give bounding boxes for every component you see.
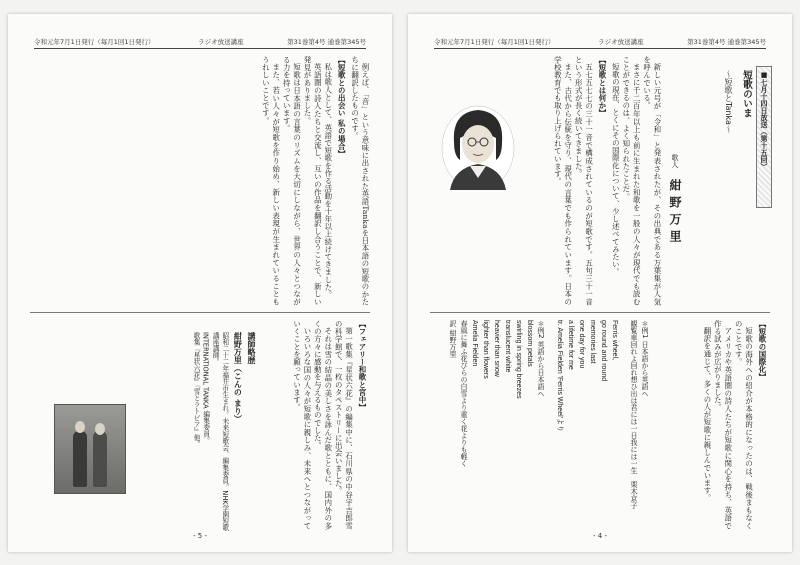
tanka-examples	[438, 320, 650, 530]
section-heading: 【短歌の国際化】	[758, 320, 767, 381]
profile-line: INTERNATIONAL TANKA 編集委員。	[201, 332, 210, 444]
instructor-profile	[128, 332, 256, 532]
poem-1-line: Ferris wheel,	[611, 320, 618, 361]
section-heading: 【フェアリー和歌と宮中】	[358, 320, 367, 412]
paragraph: 私は歌人として、英語で短歌を作る活動を十年以上続けてきました。	[323, 63, 333, 299]
author-photo	[54, 404, 126, 494]
paragraph: 短歌は日本語の言葉のリズムを大切にしながら、世界の人々とつながる力を持っています。	[282, 56, 302, 306]
profile-line: 昭和二十二年福井市生まれ。未来短歌会、編集委員。NHK学園短歌講座講師。	[211, 332, 229, 532]
paragraph: また、古代から伝統を守り、現代の言葉でも作られています。日本の学校教育でも取り上げられています。	[553, 56, 573, 306]
paragraph: 英語圏の詩人たちと交流し、互いの作品を翻訳し合うことで、新しい発見がありました。	[302, 56, 323, 306]
poem-1-line: a lifetime for me	[567, 320, 574, 370]
page-number: - 4 -	[593, 532, 607, 540]
paragraph: いろいろな国の人々が短歌に親しみ、未来へとつながっていくことを願っています。	[292, 320, 312, 530]
poem-1-translator: tr. Amelia Fielden 'Ferris Wheel'より	[556, 320, 563, 432]
paragraph: 例えば、「音」という意味に出された英語Tankaを日本語の短歌のかたちに翻訳したものです。	[350, 56, 370, 306]
author-name: 紺野万里	[668, 179, 682, 248]
header-magazine: ラジオ放送講座	[598, 38, 644, 46]
page-right	[408, 14, 792, 552]
article-body	[528, 56, 662, 306]
page-left	[8, 14, 392, 552]
poem-2-author: Amelia Fielden	[471, 320, 478, 367]
poem-2-line: heavier than snow	[493, 320, 500, 377]
profile-line: 歌集『星状六花』『雪とラトビア』他。	[192, 332, 201, 448]
page-number: - 5 -	[193, 532, 207, 540]
author-portrait	[440, 98, 516, 190]
paragraph: また、若い人々が短歌を作り始め、新しい表現が生まれていることもうれしいことです。	[261, 56, 281, 306]
author-byline	[666, 154, 685, 247]
example-1-label: ＊例1 日本語から英語へ	[641, 320, 649, 397]
article-body-continued	[30, 56, 370, 306]
page-header	[34, 32, 366, 49]
profile-heading: 講師略歴	[247, 332, 256, 364]
paragraph: それは雪の結晶の美しさを詠んだ歌とともに、国内外の多くの方々に感動を与えるものでした。	[313, 320, 333, 530]
author-role: 歌人	[671, 154, 679, 168]
poem-2-line: lighter than flowers	[482, 320, 489, 379]
article-body-lower	[658, 320, 770, 530]
header-issue: 第31巻第4号 通巻第345号	[687, 38, 766, 46]
page-header	[434, 32, 766, 49]
poem-2-line: swirling in spring breezes	[515, 320, 522, 399]
article-title: 短歌のいま	[741, 70, 752, 118]
poem-2-line: blossom petals	[526, 320, 533, 367]
header-issue: 第31巻第4号 通巻第345号	[287, 38, 366, 46]
example-2-japanese: 春風に舞ふ花びらの白雪より重く花よりも軽く	[460, 320, 468, 467]
poem-1-line: memories last	[589, 320, 596, 364]
profile-name: 紺野万里（こんの まり）	[233, 332, 243, 423]
paragraph: 短歌の現在、とくにその国際化について、少し述べてみたい。	[611, 63, 621, 277]
example-2-label: ＊例2 英語から日本語へ	[537, 320, 545, 397]
broadcast-series: ■七月十四日放送（第十五回）	[756, 66, 772, 208]
paragraph: 短歌の海外への紹介が本格的になったのは、戦後まもなくのことです。	[734, 320, 754, 530]
header-date: 令和元年7月1日発行（毎月1回1日発行）	[434, 38, 555, 46]
paragraph: 翻訳を通じて、多くの人が短歌に親しんでいます。	[702, 327, 712, 503]
poem-2-translator: 訳 紺野万里	[449, 320, 457, 358]
section-heading: 【短歌との出会い 私の場合】	[337, 56, 347, 158]
paragraph: まさに千二百年以上も前に生まれた和歌を一般の人々が現代でも読むことができるのは、よく知られたことだ。	[621, 56, 642, 306]
paragraph: 新しい元号が「令和」と発表されたが、その出典である万葉集が人気を呼んでいる。	[642, 56, 662, 306]
poem-1-line: go round and round	[600, 320, 607, 382]
article-body-closing	[262, 320, 370, 530]
article-title-block	[690, 66, 772, 208]
section-heading: 【短歌とは何か】	[597, 56, 607, 117]
paragraph: アメリカや英語圏の詩人たちが短歌に関心を持ち、英語で作る試みが広がりました。	[713, 320, 733, 530]
header-magazine: ラジオ放送講座	[198, 38, 244, 46]
paragraph: 第一歌集『星状六花』の編集中に、石川県の中谷宇吉郎雪の科学館で、一枚のタペストリーに出会いました。	[334, 320, 354, 530]
article-subtitle: 〜短歌とTanka〜	[724, 70, 733, 133]
poem-2-line: translucent white	[504, 320, 511, 373]
paragraph: 五七五七七の三十一音で構成されているのが短歌です。五句三十一音という形式が長く続いてきました。	[574, 56, 594, 306]
header-date: 令和元年7月1日発行（毎月1回1日発行）	[34, 38, 155, 46]
poem-1-line: one day for you	[578, 320, 585, 369]
example-1-japanese: 観覧車回れよ回れ想ひ出は君には一日我には一生 栗木京子	[630, 320, 638, 509]
